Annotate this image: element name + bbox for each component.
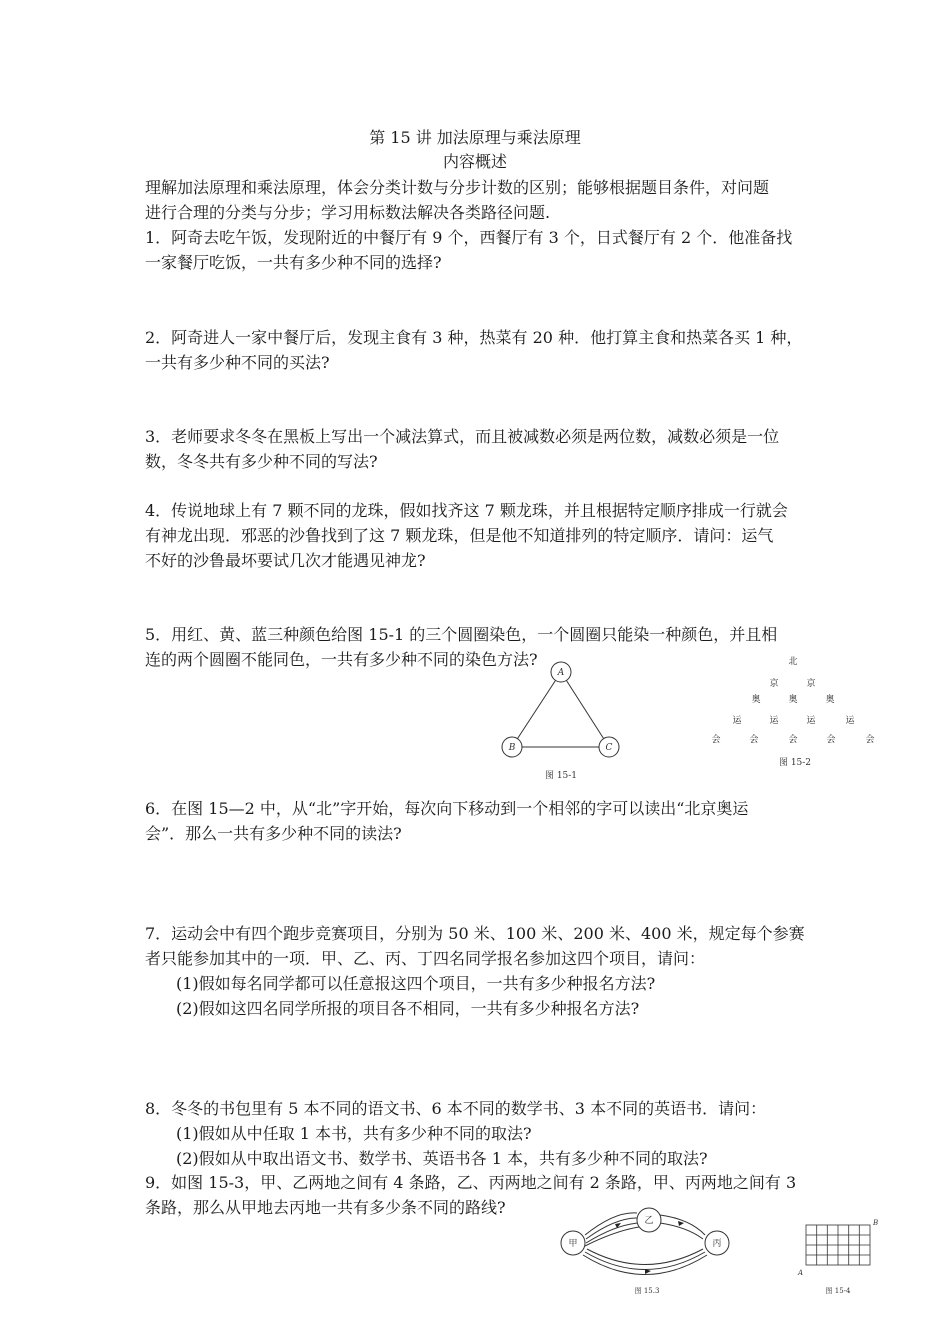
question-9-line-2: 条路，那么从甲地去丙地一共有多少条不同的路线? bbox=[145, 1198, 506, 1217]
node-b-label: B bbox=[508, 743, 516, 753]
pyramid-char: 运 bbox=[845, 716, 855, 726]
figure-15-2-caption: 图 15-2 bbox=[778, 758, 812, 768]
question-6-line-2: 会”．那么一共有多少种不同的读法? bbox=[145, 824, 402, 843]
question-9-line-1: 9．如图 15-3，甲、乙两地之间有 4 条路，乙、丙两地之间有 2 条路，甲、丙两地之间有 3 bbox=[145, 1173, 797, 1192]
question-4-line-2: 有神龙出现．邪恶的沙鲁找到了这 7 颗龙珠，但是他不知道排列的特定顺序．请问：运气 bbox=[145, 526, 774, 545]
node-jia-label: 甲 bbox=[568, 1239, 578, 1249]
corner-a-label: A bbox=[798, 1269, 804, 1277]
pyramid-char: 京 bbox=[769, 679, 779, 689]
question-5-line-2: 连的两个圆圈不能同色，一共有多少种不同的染色方法? bbox=[145, 650, 538, 669]
question-7-part-1: (1)假如每名同学都可以任意报这四个项目，一共有多少种报名方法? bbox=[176, 974, 656, 993]
node-bing-label: 丙 bbox=[712, 1239, 722, 1249]
pyramid-char: 会 bbox=[788, 735, 798, 745]
pyramid-char: 会 bbox=[749, 735, 759, 745]
question-8-part-1: (1)假如从中任取 1 本书，共有多少种不同的取法? bbox=[176, 1124, 532, 1143]
question-8-part-2: (2)假如从中取出语文书、数学书、英语书各 1 本，共有多少种不同的取法? bbox=[176, 1149, 708, 1168]
question-8-line-1: 8．冬冬的书包里有 5 本不同的语文书、6 本不同的数学书、3 本不同的英语书．请问： bbox=[145, 1099, 767, 1118]
pyramid-char: 运 bbox=[806, 716, 816, 726]
question-5-line-1: 5．用红、黄、蓝三种颜色给图 15-1 的三个圆圈染色，一个圆圈只能染一种颜色，并且相 bbox=[145, 625, 778, 644]
pyramid-char: 奥 bbox=[751, 695, 761, 705]
intro-line-2: 进行合理的分类与分步；学习用标数法解决各类路径问题. bbox=[145, 203, 551, 222]
question-7-line-1: 7．运动会中有四个跑步竞赛项目，分别为 50 米、100 米、200 米、400 米，规定每个参赛 bbox=[145, 924, 805, 943]
lesson-title: 第 15 讲 加法原理与乘法原理 bbox=[369, 128, 581, 147]
figure-15-1-triangle bbox=[490, 655, 630, 785]
question-7-part-2: (2)假如这四名同学所报的项目各不相同，一共有多少种报名方法? bbox=[176, 999, 640, 1018]
figure-15-3-caption: 图 15.3 bbox=[634, 1287, 660, 1295]
question-4-line-3: 不好的沙鲁最坏要试几次才能遇见神龙? bbox=[145, 551, 426, 570]
pyramid-char: 会 bbox=[826, 735, 836, 745]
question-7-line-2: 者只能参加其中的一项．甲、乙、丙、丁四名同学报名参加这四个项目，请问： bbox=[145, 949, 706, 968]
question-3-line-2: 数，冬冬共有多少种不同的写法? bbox=[145, 452, 378, 471]
question-2-line-1: 2．阿奇进人一家中餐厅后，发现主食有 3 种，热菜有 20 种．他打算主食和热菜各买 1 种， bbox=[145, 328, 803, 347]
question-1-line-2: 一家餐厅吃饭，一共有多少种不同的选择? bbox=[145, 253, 442, 272]
figure-15-1-caption: 图 15-1 bbox=[544, 771, 578, 781]
pyramid-char: 奥 bbox=[788, 695, 798, 705]
section-heading: 内容概述 bbox=[442, 152, 507, 171]
pyramid-char: 北 bbox=[788, 657, 798, 667]
question-1-line-1: 1．阿奇去吃午饭，发现附近的中餐厅有 9 个，西餐厅有 3 个，日式餐厅有 2 个．他准备找 bbox=[145, 228, 793, 247]
intro-line-1: 理解加法原理和乘法原理，体会分类计数与分步计数的区别；能够根据题目条件，对问题 bbox=[145, 178, 770, 197]
question-6-line-1: 6．在图 15—2 中，从“北”字开始，每次向下移动到一个相邻的字可以读出“北京奥运 bbox=[145, 799, 749, 818]
pyramid-char: 会 bbox=[865, 735, 875, 745]
question-3-line-1: 3．老师要求冬冬在黑板上写出一个减法算式，而且被减数必须是两位数，减数必须是一位 bbox=[145, 427, 780, 446]
figure-15-2-pyramid bbox=[700, 652, 890, 772]
pyramid-char: 京 bbox=[806, 679, 816, 689]
figure-15-3-routes bbox=[555, 1205, 750, 1300]
node-c-label: C bbox=[605, 743, 613, 753]
pyramid-char: 运 bbox=[732, 716, 742, 726]
corner-b-label: B bbox=[873, 1219, 879, 1227]
node-yi-label: 乙 bbox=[644, 1216, 654, 1226]
pyramid-char: 运 bbox=[769, 716, 779, 726]
question-4-line-1: 4．传说地球上有 7 颗不同的龙珠，假如找齐这 7 颗龙珠，并且根据特定顺序排成一行就会 bbox=[145, 501, 788, 520]
pyramid-char: 奥 bbox=[825, 695, 835, 705]
pyramid-char: 会 bbox=[711, 735, 721, 745]
node-a-label: A bbox=[557, 668, 565, 678]
figure-15-4-caption: 图 15-4 bbox=[825, 1287, 851, 1295]
figure-15-4-grid bbox=[790, 1215, 885, 1300]
question-2-line-2: 一共有多少种不同的买法? bbox=[145, 353, 330, 372]
